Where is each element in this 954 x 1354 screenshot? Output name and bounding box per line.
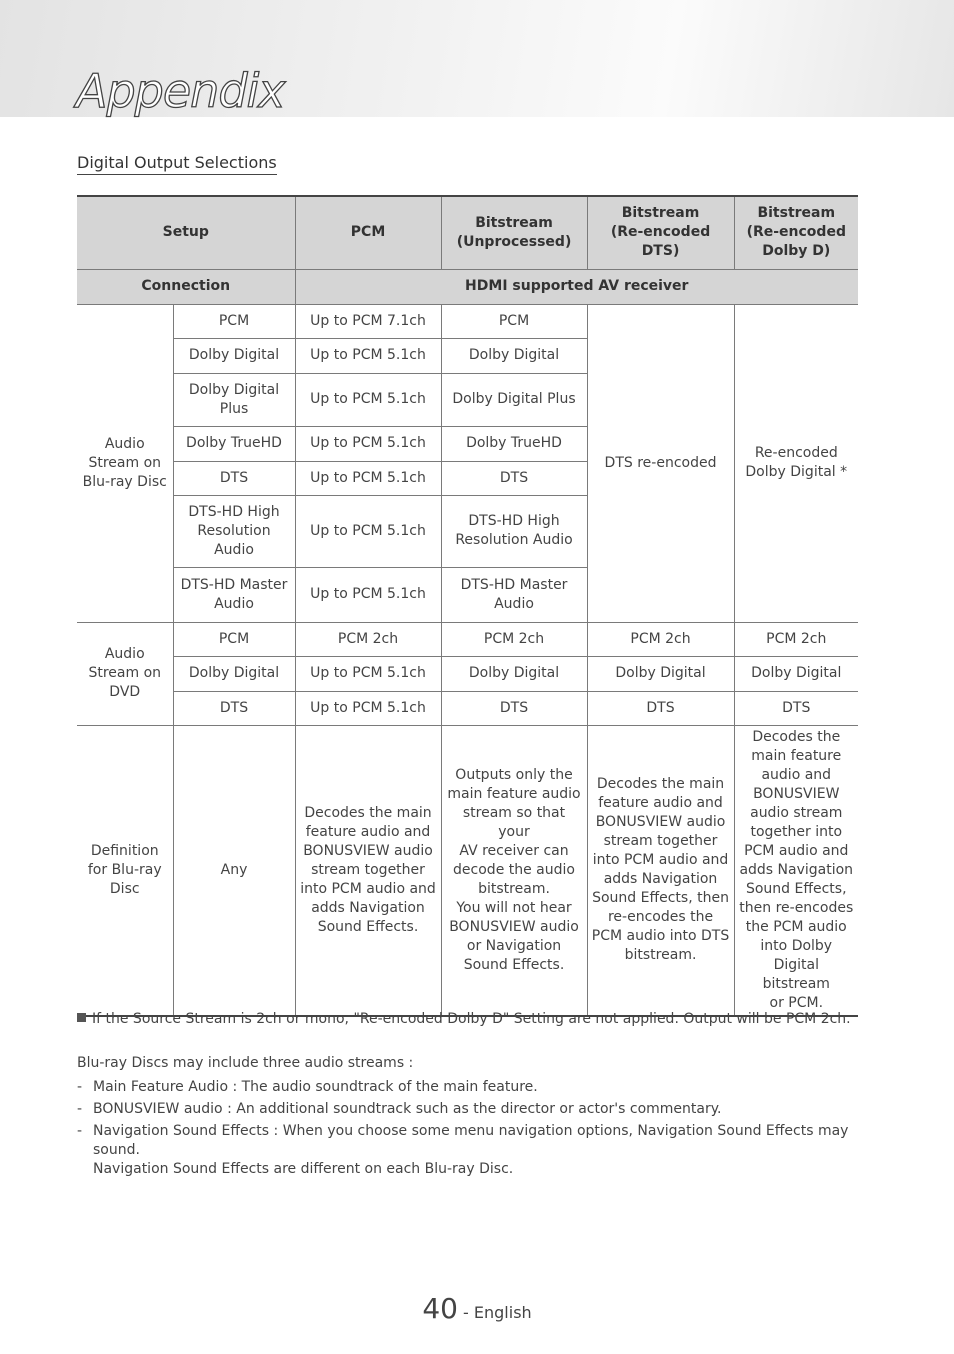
table-cell: DTS [441,691,587,725]
table-cell: DTS-HD High Resolution Audio [173,495,295,567]
table-cell: Dolby Digital [173,338,295,373]
table-cell: Decodes the main feature audio and BONUSVIEW audio stream together into PCM audio and adds Navigation Sound Effects. [295,725,441,1016]
connection-label: Connection [77,269,295,304]
table-cell: DTS-HD Master Audio [441,567,587,622]
streams-list [77,1078,877,1182]
table-cell: Dolby TrueHD [173,426,295,461]
table-cell: Up to PCM 5.1ch [295,495,441,567]
page-language: - English [457,1303,532,1322]
table-cell: PCM 2ch [734,622,858,656]
dvd-group-label: Audio Stream on DVD [77,622,173,725]
table-cell: Dolby TrueHD [441,426,587,461]
table-cell: Dolby Digital Plus [441,373,587,426]
table-cell: Up to PCM 5.1ch [295,656,441,691]
page-title: Appendix [76,64,285,118]
header-setup: Setup [77,196,295,269]
header-bitstream-dolby: Bitstream (Re-encoded Dolby D) [734,196,858,269]
bluray-group-label: Audio Stream on Blu-ray Disc [77,304,173,622]
table-cell: Decodes the main feature audio and BONUSVIEW audio stream together into PCM audio and adds Navigation Sound Effects, then re-encodes the PCM audio into DTS bitstream. [587,725,734,1016]
digital-output-table [77,195,858,1017]
table-cell: Dolby Digital [441,338,587,373]
table-cell: Dolby Digital Plus [173,373,295,426]
page-number: 40 [422,1292,458,1325]
table-cell: PCM 2ch [587,622,734,656]
list-item-text: BONUSVIEW audio : An additional soundtrack such as the director or actor's commentary. [93,1101,722,1117]
table-row [77,691,858,725]
table-cell: PCM [441,304,587,338]
table-cell: Up to PCM 5.1ch [295,567,441,622]
table-cell: Dolby Digital [173,656,295,691]
table-cell: DTS [441,461,587,495]
list-item [77,1122,877,1179]
square-bullet-icon [77,1013,86,1022]
header-bitstream-dts: Bitstream (Re-encoded DTS) [587,196,734,269]
connection-value: HDMI supported AV receiver [295,269,858,304]
streams-intro: Blu-ray Discs may include three audio streams : [77,1055,414,1071]
page-footer [0,1292,954,1325]
table-cell: Dolby Digital [441,656,587,691]
list-item-text: Main Feature Audio : The audio soundtrack of the main feature. [93,1079,538,1095]
table-cell: Up to PCM 5.1ch [295,691,441,725]
table-row [77,656,858,691]
table-cell: Up to PCM 5.1ch [295,426,441,461]
table-cell: Decodes the main feature audio and BONUSVIEW audio stream together into PCM audio and adds Navigation Sound Effects, then re-encodes the PCM audio into Dolby Digital bitstream or PCM. [734,725,858,1016]
table-cell: Up to PCM 5.1ch [295,373,441,426]
table-cell: PCM [173,304,295,338]
note [77,1011,877,1027]
table-cell: PCM [173,622,295,656]
table-cell: Any [173,725,295,1016]
table-cell: DTS [173,461,295,495]
list-item [77,1100,877,1119]
table-cell: DTS-HD High Resolution Audio [441,495,587,567]
bluray-dolby-cell: Re-encoded Dolby Digital * [734,304,858,622]
note-text: If the Source Stream is 2ch or mono, "Re-encoded Dolby D" Setting are not applied. Output will be PCM 2ch. [92,1011,851,1027]
table-cell: DTS-HD Master Audio [173,567,295,622]
list-dash: - [77,1079,83,1095]
header-bitstream-unprocessed: Bitstream (Unprocessed) [441,196,587,269]
table-cell: Dolby Digital [734,656,858,691]
table-cell: Outputs only the main feature audio stream so that your AV receiver can decode the audio bitstream. You will not hear BONUSVIEW audio or Navigation Sound Effects. [441,725,587,1016]
table-cell: Up to PCM 7.1ch [295,304,441,338]
table-cell: Up to PCM 5.1ch [295,461,441,495]
table-cell: DTS [587,691,734,725]
table-row [77,304,858,338]
table-cell: PCM 2ch [441,622,587,656]
definition-label: Definition for Blu-ray Disc [77,725,173,1016]
table-row [77,622,858,656]
list-dash: - [77,1101,83,1117]
table-cell: Dolby Digital [587,656,734,691]
list-dash: - [77,1123,83,1139]
table-cell: Up to PCM 5.1ch [295,338,441,373]
section-title: Digital Output Selections [77,153,277,175]
table-row [77,725,858,1016]
table-cell: DTS [734,691,858,725]
list-item [77,1078,877,1097]
bluray-dts-cell: DTS re-encoded [587,304,734,622]
table-cell: DTS [173,691,295,725]
header-pcm: PCM [295,196,441,269]
table-cell: PCM 2ch [295,622,441,656]
list-item-text: Navigation Sound Effects : When you choose some menu navigation options, Navigation Sound Effects may sound. Navigation Sound Effects are different on each Blu-ray Disc. [93,1123,849,1177]
